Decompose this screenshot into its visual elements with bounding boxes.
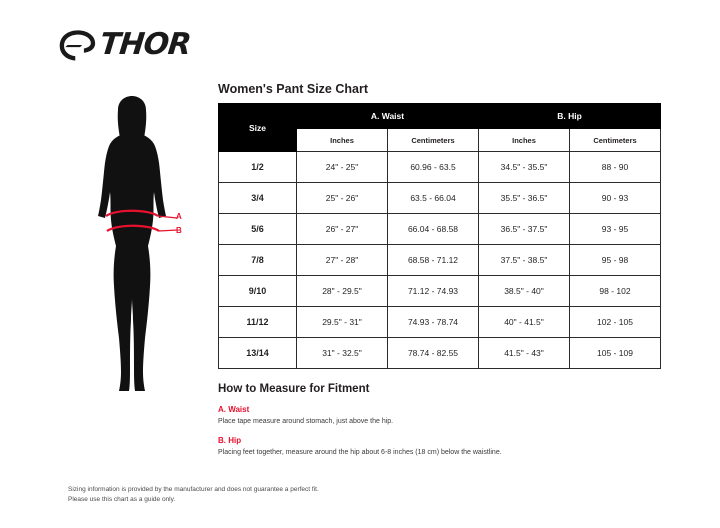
brand-name: THOR [98,27,193,62]
cell-hip-in: 36.5" - 37.5" [479,214,570,245]
cell-hip-cm: 93 - 95 [570,214,661,245]
howto-item-waist [218,405,393,426]
cell-hip-cm: 90 - 93 [570,183,661,214]
table-row [219,338,661,369]
header-waist-centimeters: Centimeters [388,129,479,152]
header-waist: A. Waist [297,104,479,129]
cell-size: 1/2 [219,152,297,183]
table-row [219,276,661,307]
cell-waist-in: 29.5" - 31" [297,307,388,338]
cell-hip-in: 34.5" - 35.5" [479,152,570,183]
cell-waist-cm: 68.58 - 71.12 [388,245,479,276]
thor-helmet-icon [58,28,96,62]
cell-waist-in: 27" - 28" [297,245,388,276]
cell-size: 3/4 [219,183,297,214]
cell-hip-in: 40" - 41.5" [479,307,570,338]
disclaimer [68,485,319,505]
table-row [219,152,661,183]
table-row [219,245,661,276]
brand-logo [58,27,193,62]
howto-hip-body: Placing feet together, measure around the hip about 6-8 inches (18 cm) below the waistline. [218,449,502,456]
howto-item-hip [218,436,502,457]
table-row [219,307,661,338]
cell-hip-cm: 88 - 90 [570,152,661,183]
cell-waist-cm: 74.93 - 78.74 [388,307,479,338]
disclaimer-line-2: Please use this chart as a guide only. [68,495,176,503]
table-row [219,214,661,245]
cell-waist-in: 31" - 32.5" [297,338,388,369]
cell-hip-cm: 95 - 98 [570,245,661,276]
cell-waist-cm: 60.96 - 63.5 [388,152,479,183]
cell-size: 9/10 [219,276,297,307]
header-waist-inches: Inches [297,129,388,152]
header-hip-centimeters: Centimeters [570,129,661,152]
cell-size: 11/12 [219,307,297,338]
cell-waist-cm: 63.5 - 66.04 [388,183,479,214]
howto-waist-body: Place tape measure around stomach, just above the hip. [218,418,394,425]
cell-hip-in: 38.5" - 40" [479,276,570,307]
page-title: Women's Pant Size Chart [218,82,368,96]
cell-hip-cm: 102 - 105 [570,307,661,338]
female-body-figure [62,96,202,396]
cell-hip-cm: 98 - 102 [570,276,661,307]
size-chart-table [218,103,661,369]
disclaimer-line-1: Sizing information is provided by the manufacturer and does not guarantee a perfect fit. [68,486,319,493]
cell-waist-in: 28" - 29.5" [297,276,388,307]
cell-hip-in: 35.5" - 36.5" [479,183,570,214]
cell-waist-cm: 66.04 - 68.58 [388,214,479,245]
cell-waist-in: 24" - 25" [297,152,388,183]
figure-label-a: A [176,212,182,221]
cell-size: 5/6 [219,214,297,245]
cell-size: 13/14 [219,338,297,369]
cell-waist-in: 25" - 26" [297,183,388,214]
cell-hip-in: 37.5" - 38.5" [479,245,570,276]
howto-title: How to Measure for Fitment [218,383,370,395]
cell-waist-in: 26" - 27" [297,214,388,245]
cell-size: 7/8 [219,245,297,276]
cell-waist-cm: 71.12 - 74.93 [388,276,479,307]
cell-hip-cm: 105 - 109 [570,338,661,369]
cell-hip-in: 41.5" - 43" [479,338,570,369]
table-group-header-row [219,104,661,129]
figure-label-b: B [176,226,182,235]
table-row [219,183,661,214]
cell-waist-cm: 78.74 - 82.55 [388,338,479,369]
header-hip-inches: Inches [479,129,570,152]
howto-hip-heading: B. Hip [218,436,242,445]
header-hip: B. Hip [479,104,661,129]
howto-waist-heading: A. Waist [218,405,250,414]
header-size: Size [219,104,297,152]
